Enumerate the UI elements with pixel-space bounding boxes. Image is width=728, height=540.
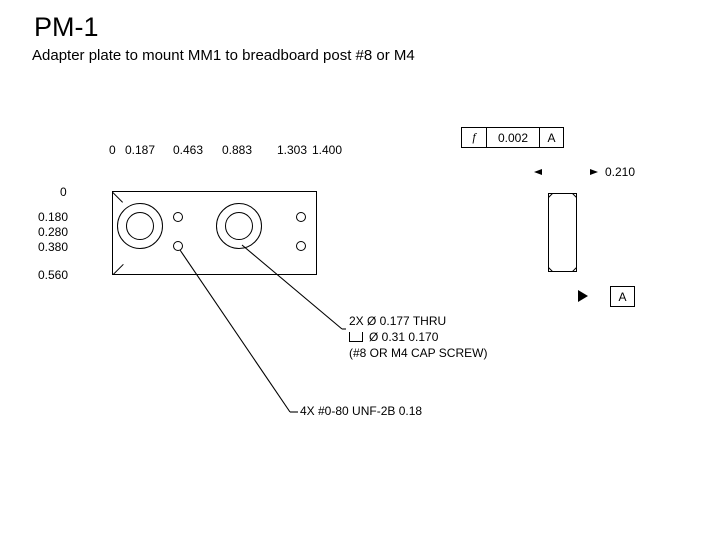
feature-control-frame [461, 127, 564, 148]
datum-triangle-icon [578, 290, 588, 302]
ext-line-left-0180 [79, 217, 177, 218]
ext-line-left-0380 [79, 246, 177, 247]
ext-line-top-0883 [239, 162, 240, 203]
ext-line-top-0463 [178, 162, 179, 212]
dim-left-0180: 0.180 [38, 210, 69, 224]
dim-left-0280: 0.280 [38, 225, 69, 239]
leader-left-0180 [79, 217, 80, 218]
dim-left-0: 0 [60, 185, 67, 199]
thickness-label: 0.210 [605, 165, 636, 179]
dim-top-1400: 1.400 [312, 143, 343, 157]
side-view-corner-marks [548, 193, 577, 272]
dim-top-0: 0 [109, 143, 116, 157]
plate-corner-chamfer-top-left [112, 191, 124, 203]
dim-top-1303: 1.303 [277, 143, 308, 157]
dim-top-0463: 0.463 [173, 143, 204, 157]
dim-left-0560: 0.560 [38, 268, 69, 282]
note-counterbore-line1: 2X Ø 0.177 THRU [349, 314, 447, 328]
datum-box-a [610, 286, 635, 307]
ext-line-left-0280 [79, 231, 117, 232]
thickness-dim-line [533, 172, 598, 173]
ext-line-top-1400 [316, 162, 317, 192]
ext-line-top-1303 [301, 162, 302, 212]
dim-left-0380: 0.380 [38, 240, 69, 254]
leader-line-tapped-holes [178, 248, 298, 414]
dim-top-0883: 0.883 [222, 143, 253, 157]
datum-ext-line [578, 272, 579, 290]
thickness-ext-line-left [548, 172, 549, 193]
counterbore-icon [349, 332, 363, 342]
thickness-ext-line-right [577, 172, 578, 193]
note-counterbore-line3: (#8 OR M4 CAP SCREW) [349, 346, 488, 360]
page-subtitle: Adapter plate to mount MM1 to breadboard post #8 or M4 [32, 47, 415, 64]
datum-leader-line [588, 296, 610, 297]
ext-line-left-0 [79, 192, 113, 193]
note-counterbore [349, 315, 487, 359]
tolerance-value: 0.002 [487, 128, 540, 147]
datum-reference: A [547, 130, 556, 145]
note-tapped-holes [300, 405, 422, 417]
dim-top-0187: 0.187 [125, 143, 156, 157]
note-counterbore-line2: Ø 0.31 0.170 [369, 330, 439, 344]
ext-line-left-0560 [79, 274, 113, 275]
page-title: PM-1 [34, 12, 99, 42]
thickness-arrow-right [590, 169, 598, 175]
thickness-arrow-left [534, 169, 542, 175]
plate-corner-chamfer-bottom-left [112, 263, 124, 275]
ext-line-top-0187 [140, 162, 141, 192]
bore-hole-right-inner [225, 212, 253, 240]
flatness-symbol: f [462, 128, 487, 147]
tapped-hole-top-right [296, 212, 306, 222]
ext-line-top-0 [113, 162, 114, 192]
datum-box-label: A [618, 289, 627, 304]
note-tapped-holes-line1: 4X #0-80 UNF-2B 0.18 [300, 404, 423, 418]
